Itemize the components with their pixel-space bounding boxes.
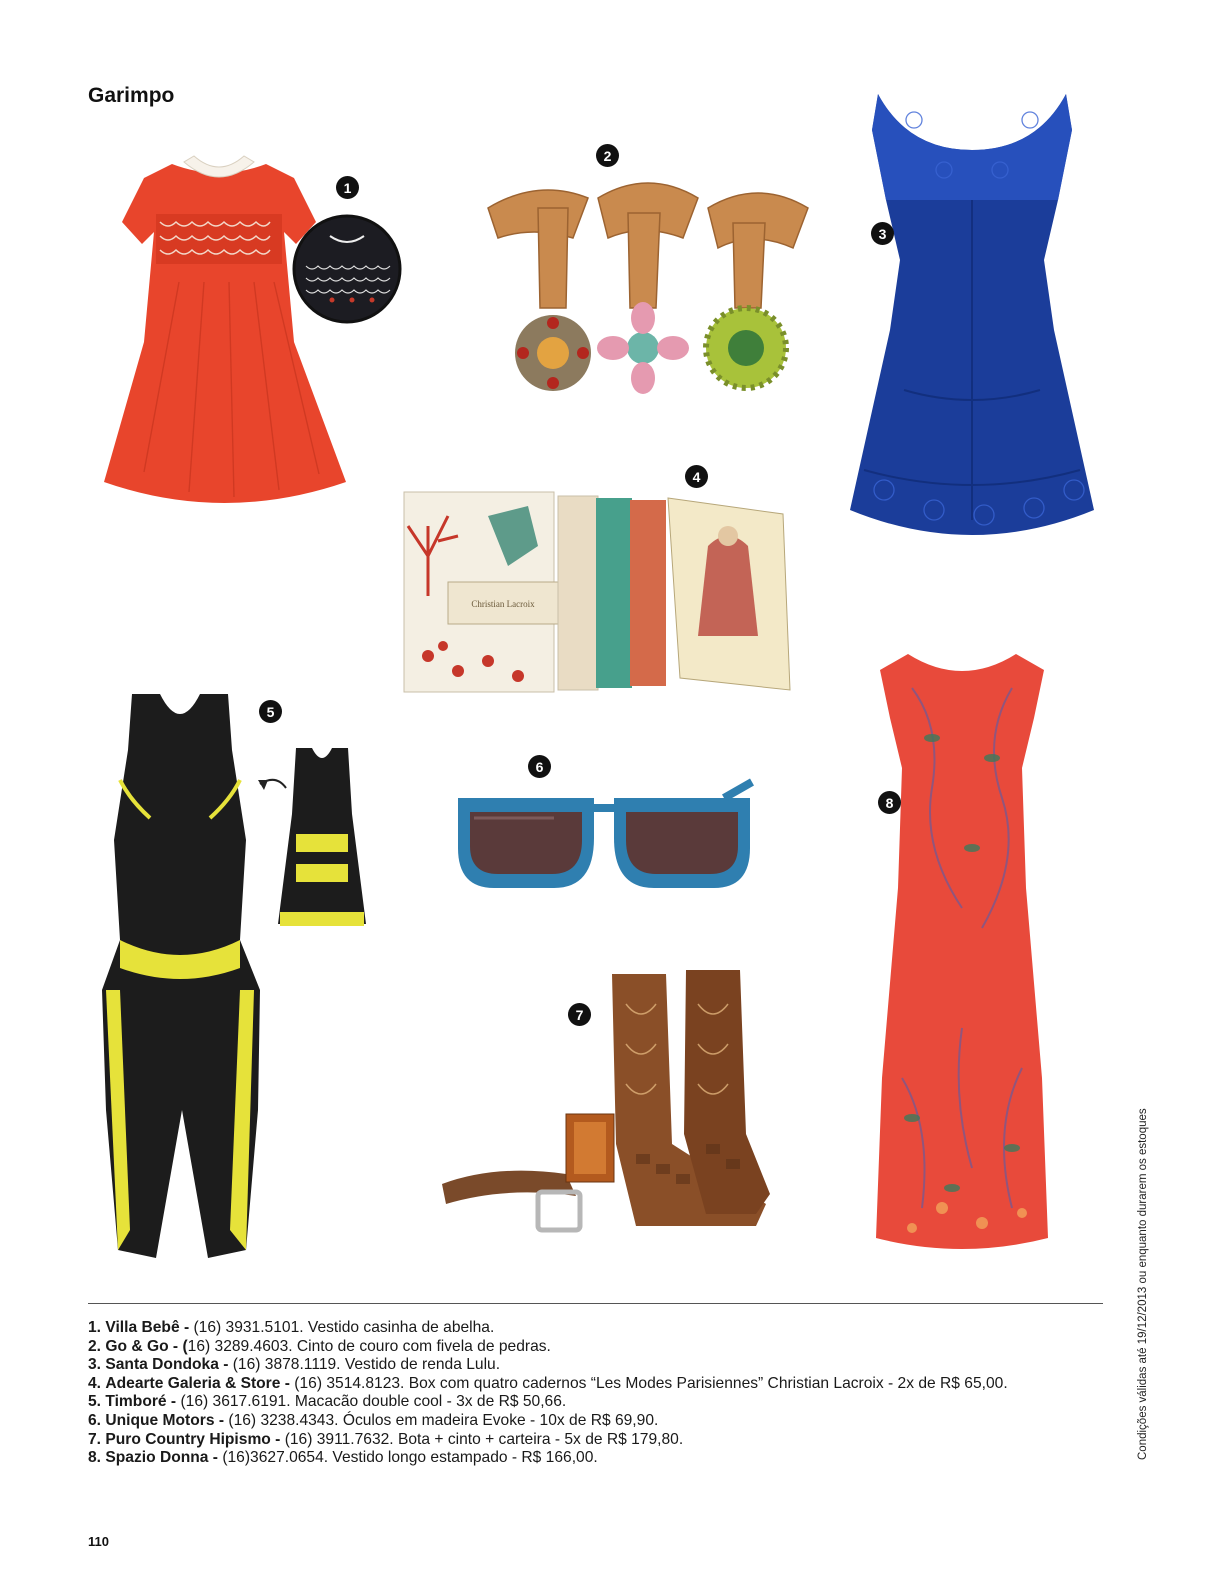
listing-row: [88, 1338, 1108, 1357]
divider: [88, 1303, 1103, 1304]
section-title: Garimpo: [88, 84, 175, 107]
product-number-badge: 5: [259, 700, 282, 723]
listing-details: (16) 3238.4343. Óculos em madeira Evoke - 10x de R$ 69,90.: [224, 1411, 659, 1429]
listing-number: 1.: [88, 1319, 102, 1336]
product-image-adearte-notebooks: [398, 486, 798, 706]
product-number-badge: 4: [685, 465, 708, 488]
product-number-badge: 8: [878, 791, 901, 814]
store-name: Villa Bebê -: [105, 1319, 190, 1336]
listing-number: 8.: [88, 1449, 102, 1467]
product-number-badge: 1: [336, 176, 359, 199]
product-image-villa-bebe-dress: [84, 152, 364, 537]
notebook-box-label: Christian Lacroix: [471, 599, 535, 609]
page-number: 110: [88, 1534, 109, 1549]
product-image-jumpsuit-back: [256, 744, 388, 934]
listing-row: [88, 1319, 1108, 1338]
product-number-badge: 7: [568, 1003, 591, 1026]
product-number-badge: 3: [871, 222, 894, 245]
listing-number: 2.: [88, 1337, 102, 1355]
listing-details: 16) 3289.4603. Cinto de couro com fivela de pedras.: [187, 1337, 551, 1355]
listing-row: [88, 1431, 1108, 1450]
store-name: Santa Dondoka -: [105, 1356, 229, 1374]
listing-number: 3.: [88, 1356, 102, 1374]
listing-details: (16) 3878.1119. Vestido de renda Lulu.: [228, 1356, 501, 1374]
product-image-go-go-belts: [478, 168, 818, 400]
listing-details: (16) 3514.8123. Box com quatro cadernos “Les Modes Parisiennes” Christian Lacroix - 2x de R$ 65,00.: [289, 1374, 1008, 1392]
product-image-unique-motors-sunglasses: [454, 778, 754, 908]
product-image-santa-dondoka-dress: [844, 90, 1100, 550]
store-name: Puro Country Hipismo -: [105, 1430, 281, 1448]
product-number-badge: 6: [528, 755, 551, 778]
store-name: Adearte Galeria & Store -: [105, 1374, 290, 1392]
store-name: Timboré -: [105, 1393, 177, 1411]
listing-row: [88, 1356, 1108, 1375]
product-image-timbore-jumpsuit: [90, 690, 270, 1270]
listing-row: [88, 1412, 1108, 1431]
product-detail-inset: [292, 214, 402, 324]
terms-note: Condições válidas até 19/12/2013 ou enquanto durarem os estoques: [1137, 1108, 1149, 1460]
product-number-badge: 2: [596, 144, 619, 167]
listing-row: [88, 1375, 1108, 1394]
listing-row: [88, 1449, 1108, 1468]
listing-details: (16) 3617.6191. Macacão double cool - 3x de R$ 50,66.: [176, 1393, 567, 1411]
store-name: Spazio Donna -: [105, 1449, 218, 1467]
listing-number: 7.: [88, 1430, 102, 1448]
listing-number: 4.: [88, 1374, 102, 1392]
store-name: Unique Motors -: [105, 1411, 225, 1429]
listing-row: [88, 1393, 1108, 1412]
listing-number: 5.: [88, 1393, 102, 1411]
listing-details: (16) 3931.5101. Vestido casinha de abelha.: [189, 1319, 495, 1336]
listing-details: (16)3627.0654. Vestido longo estampado - R$ 166,00.: [217, 1449, 598, 1467]
product-listing: [88, 1319, 1108, 1468]
listing-number: 6.: [88, 1411, 102, 1429]
product-image-puro-country-boots: [436, 964, 786, 1274]
listing-details: (16) 3911.7632. Bota + cinto + carteira - 5x de R$ 179,80.: [280, 1430, 684, 1448]
product-image-spazio-donna-dress: [872, 648, 1052, 1258]
store-name: Go & Go - (: [105, 1337, 188, 1355]
